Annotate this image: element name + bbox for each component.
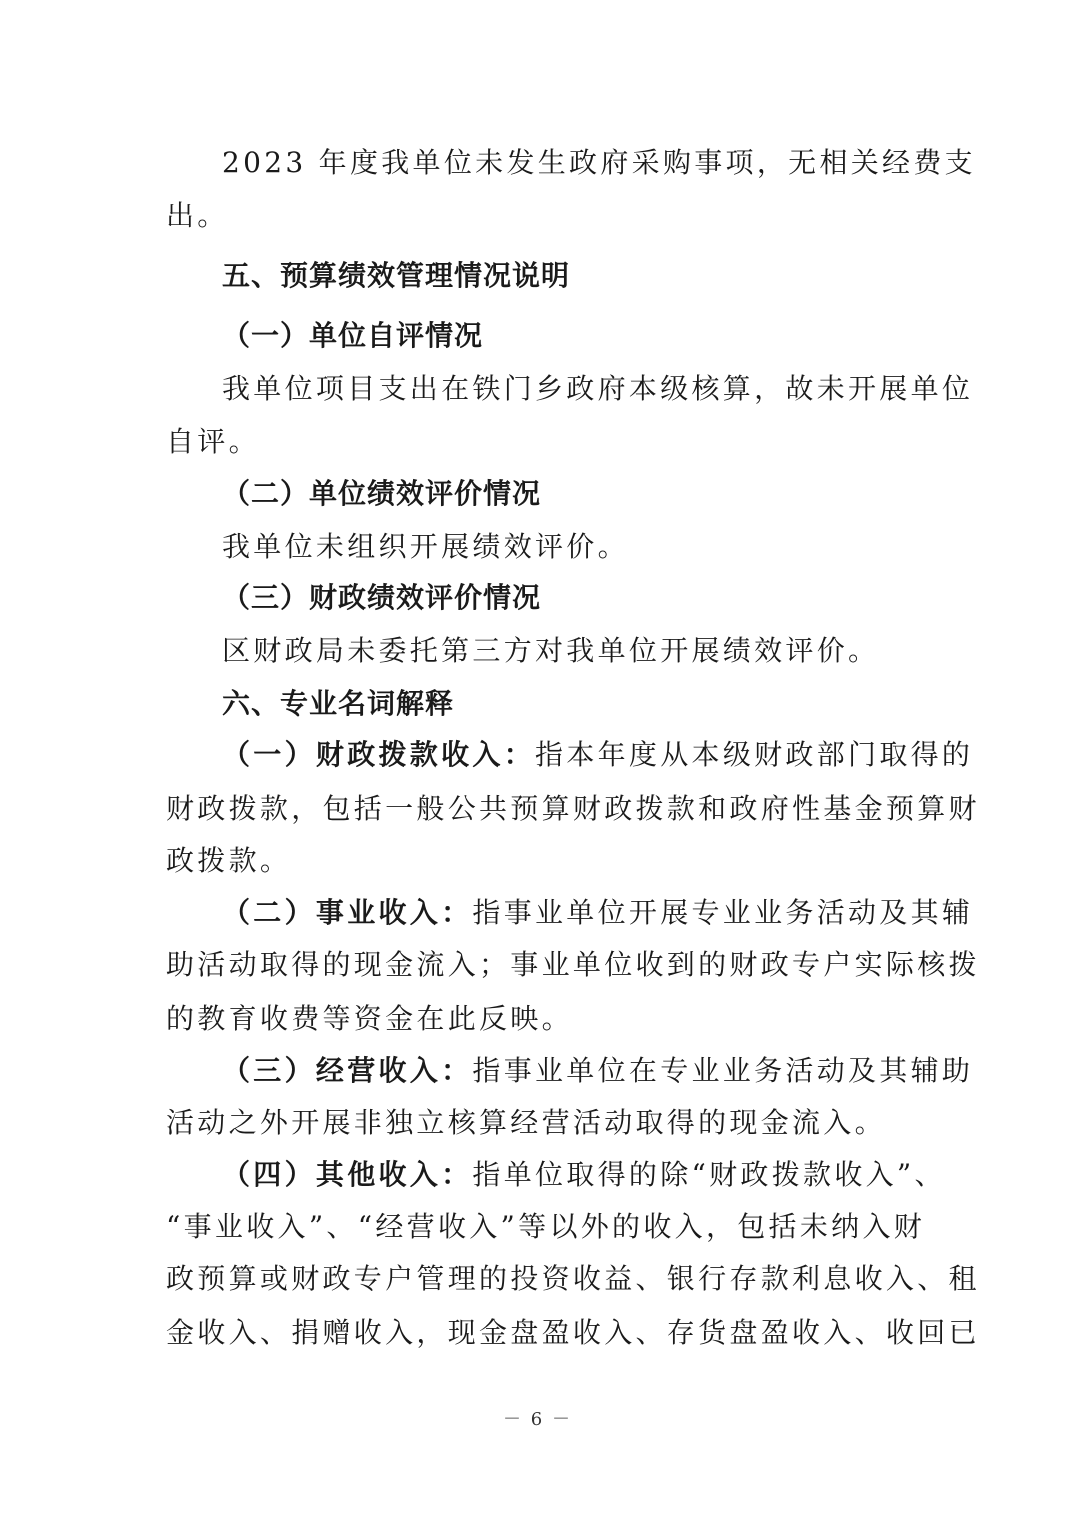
paragraph-unit-performance-evaluation: 我单位未组织开展绩效评价。 [222, 530, 629, 563]
section-heading-terminology: 六、专业名词解释 [222, 687, 455, 720]
section-heading-budget-performance: 五、预算绩效管理情况说明 [222, 259, 571, 292]
definition-business-income-line-2: 助活动取得的现金流入；事业单位收到的财政专户实际核拨 [166, 948, 980, 981]
subheading-fiscal-performance-evaluation: （三）财政绩效评价情况 [222, 581, 542, 614]
definition-fiscal-appropriation-line-2: 财政拨款，包括一般公共预算财政拨款和政府性基金预算财 [166, 792, 980, 825]
definition-operating-income-line-1 [222, 1051, 974, 1091]
term-fiscal-appropriation: （一）财政拨款收入： [222, 738, 536, 771]
definition-other-income-text: 指单位取得的除“财政拨款收入”、 [472, 1158, 946, 1191]
page-number: － 6 － [503, 1409, 572, 1430]
paragraph-procurement-line-1: 2023 年度我单位未发生政府采购事项，无相关经费支 [222, 146, 976, 179]
definition-business-income-line-1 [222, 893, 974, 933]
definition-operating-income-text: 指事业单位在专业业务活动及其辅助 [472, 1054, 974, 1087]
term-business-income: （二）事业收入： [222, 896, 473, 929]
term-operating-income: （三）经营收入： [222, 1054, 473, 1087]
paragraph-self-evaluation-line-2: 自评。 [166, 425, 260, 458]
definition-operating-income-line-2: 活动之外开展非独立核算经营活动取得的现金流入。 [166, 1106, 886, 1139]
definition-other-income-line-4: 金收入、捐赠收入，现金盘盈收入、存货盘盈收入、收回已 [166, 1316, 980, 1349]
definition-fiscal-appropriation-line-3: 政拨款。 [166, 844, 292, 877]
paragraph-self-evaluation-line-1: 我单位项目支出在铁门乡政府本级核算，故未开展单位 [222, 372, 974, 405]
definition-business-income-line-3: 的教育收费等资金在此反映。 [166, 1002, 573, 1035]
paragraph-fiscal-performance-evaluation: 区财政局未委托第三方对我单位开展绩效评价。 [222, 634, 880, 667]
subheading-unit-performance-evaluation: （二）单位绩效评价情况 [222, 477, 542, 510]
definition-other-income-line-1 [222, 1155, 946, 1195]
paragraph-procurement-line-2: 出。 [166, 199, 229, 232]
definition-business-income-text: 指事业单位开展专业业务活动及其辅 [472, 896, 974, 929]
term-other-income: （四）其他收入： [222, 1158, 473, 1191]
definition-other-income-line-2: “事业收入”、“经营收入”等以外的收入，包括未纳入财 [166, 1210, 926, 1243]
definition-other-income-line-3: 政预算或财政专户管理的投资收益、银行存款利息收入、租 [166, 1262, 980, 1295]
definition-fiscal-appropriation-text: 指本年度从本级财政部门取得的 [535, 738, 974, 771]
subheading-self-evaluation: （一）单位自评情况 [222, 319, 484, 352]
definition-fiscal-appropriation-line-1 [222, 735, 974, 775]
